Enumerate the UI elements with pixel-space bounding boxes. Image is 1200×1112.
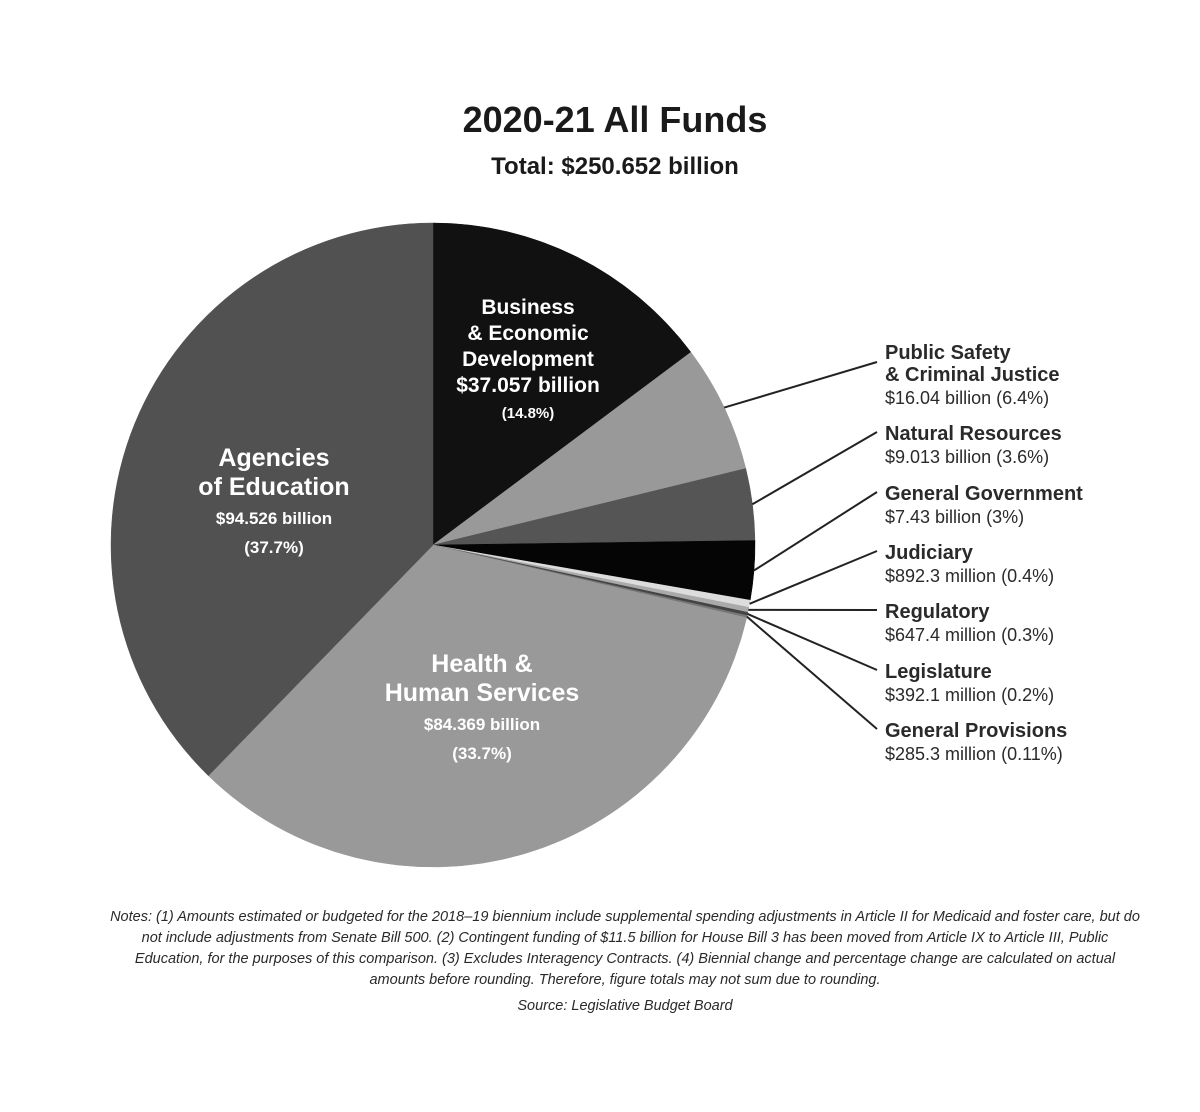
label-name-general-government-0: General Government xyxy=(885,483,1083,505)
leader-line-legislature xyxy=(748,614,877,670)
label-name-business-economic-development-0: Business xyxy=(481,296,575,319)
label-value-judiciary: $892.3 million (0.4%) xyxy=(885,566,1055,586)
label-value-natural-resources: $9.013 billion (3.6%) xyxy=(885,447,1050,467)
label-name-business-economic-development-1: & Economic xyxy=(467,322,589,345)
label-name-natural-resources-0: Natural Resources xyxy=(885,423,1062,445)
chart-notes: Notes: (1) Amounts estimated or budgeted for the 2018–19 biennium include supplemental spending adjustments in Article II for Medicaid and foster care, but do not include adjustments from Senate Bill 500. (2) Contingent funding of $11.5 billion for House Bill 3 has been moved from Article IX to Article III, Public Education, for the purposes of this comparison. (3) Excludes Interagency Contracts. (4) Biennial change and percentage change are calculated on actual amounts before rounding. Therefore, figure totals may not sum due to rounding. xyxy=(110,909,1140,988)
label-name-judiciary-0: Judiciary xyxy=(885,542,973,564)
label-value-business-economic-development-4: (14.8%) xyxy=(501,405,555,422)
label-name-agencies-of-education-1: of Education xyxy=(198,473,350,501)
leader-line-judiciary xyxy=(750,551,877,604)
leader-line-public-safety-criminal-justice xyxy=(724,362,877,408)
label-name-public-safety-criminal-justice-0: Public Safety xyxy=(885,342,1011,364)
chart-source: Source: Legislative Budget Board xyxy=(517,998,733,1014)
label-value-agencies-of-education-3: (37.7%) xyxy=(244,538,304,557)
label-value-health-human-services-2: $84.369 billion xyxy=(423,715,541,734)
leader-line-natural-resources xyxy=(752,432,877,504)
chart-subtitle: Total: $250.652 billion xyxy=(491,153,739,180)
label-name-public-safety-criminal-justice-1: & Criminal Justice xyxy=(885,364,1060,386)
chart-title: 2020-21 All Funds xyxy=(462,99,768,140)
pie-slices xyxy=(111,223,755,867)
label-value-agencies-of-education-2: $94.526 billion xyxy=(215,509,333,528)
label-value-health-human-services-3: (33.7%) xyxy=(452,744,512,763)
label-value-business-economic-development-3: $37.057 billion xyxy=(456,374,600,397)
label-value-general-provisions: $285.3 million (0.11%) xyxy=(885,744,1063,764)
label-name-regulatory-0: Regulatory xyxy=(885,601,990,623)
label-name-legislature-0: Legislature xyxy=(885,661,992,683)
label-name-business-economic-development-2: Development xyxy=(462,348,594,371)
label-value-regulatory: $647.4 million (0.3%) xyxy=(885,625,1055,645)
label-name-health-human-services-1: Human Services xyxy=(384,679,580,707)
leader-line-general-provisions xyxy=(747,617,877,729)
label-name-agencies-of-education-0: Agencies xyxy=(218,444,330,472)
label-value-legislature: $392.1 million (0.2%) xyxy=(885,685,1055,705)
label-name-health-human-services-0: Health & xyxy=(431,650,533,678)
label-value-general-government: $7.43 billion (3%) xyxy=(885,507,1025,527)
label-value-public-safety-criminal-justice: $16.04 billion (6.4%) xyxy=(885,388,1050,408)
label-name-general-provisions-0: General Provisions xyxy=(885,720,1068,742)
